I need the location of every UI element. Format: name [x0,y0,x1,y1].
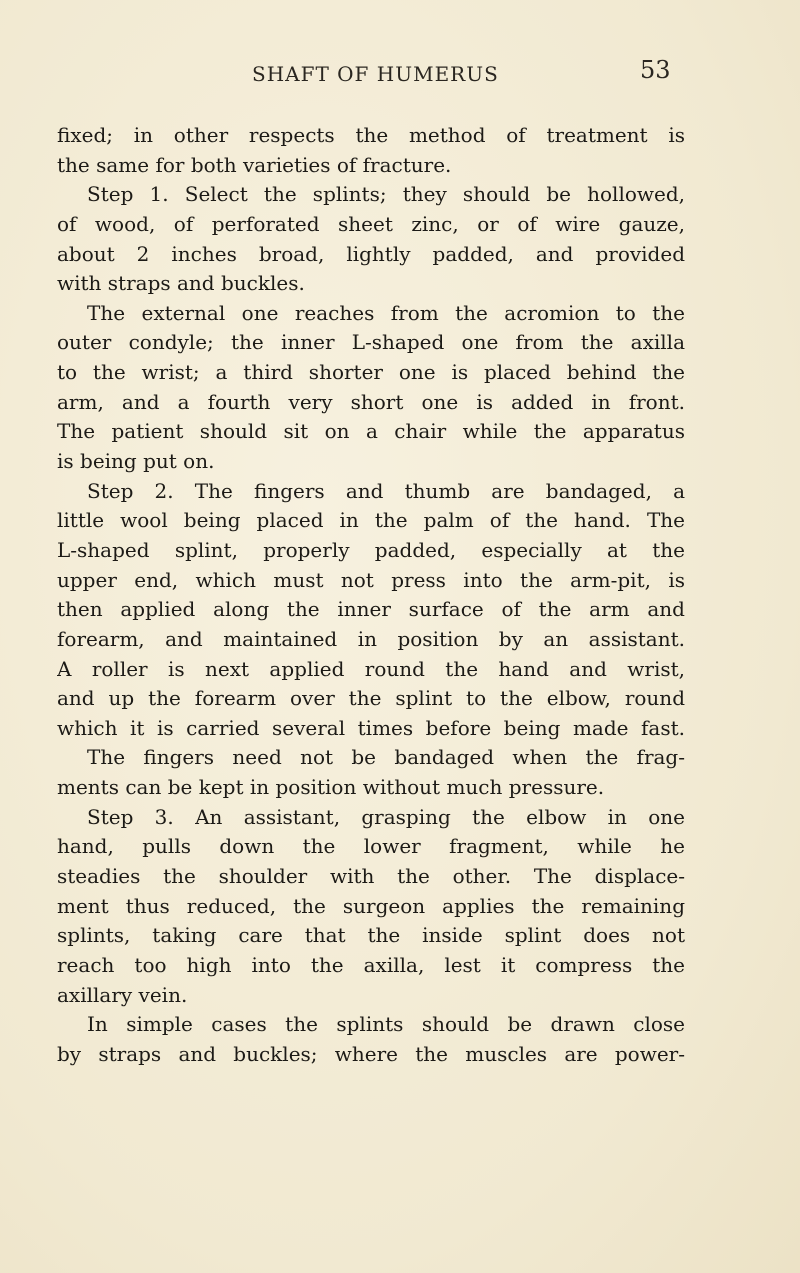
text-line: axillary vein. [57,982,188,1007]
text-line: outer condyle; the inner L-shaped one from the axilla [57,330,685,355]
text-line: by straps and buckles; where the muscles are power- [57,1041,685,1066]
text-line: and up the forearm over the splint to the elbow, round [57,686,685,711]
text-line: The external one reaches from the acromion to the [87,300,685,325]
text-line: reach too high into the axilla, lest it compress the [57,952,685,977]
text-line: steadies the shoulder with the other. The displace- [57,864,685,889]
text-line: hand, pulls down the lower fragment, while he [57,834,685,859]
text-line: then applied along the inner surface of the arm and [57,597,685,622]
text-line: little wool being placed in the palm of the hand. The [57,508,685,533]
text-line: Step 2. The fingers and thumb are bandaged, a [87,478,685,503]
text-line: splints, taking care that the inside splint does not [57,923,685,948]
text-line: arm, and a fourth very short one is added in front. [57,389,685,414]
text-line: Step 1. Select the splints; they should be hollowed, [87,182,685,207]
text-line: forearm, and maintained in position by an assistant. [57,626,685,651]
text-line: upper end, which must not press into the arm-pit, is [57,567,685,592]
text-line: A roller is next applied round the hand and wrist, [57,656,685,681]
text-line: which it is carried several times before being made fast. [57,715,685,740]
text-line: is being put on. [57,449,215,474]
text-line: ment thus reduced, the surgeon applies the remaining [57,893,685,918]
text-line: Step 3. An assistant, grasping the elbow in one [87,804,685,829]
text-line: with straps and buckles. [57,271,305,296]
text-line: ments can be kept in position without much pressure. [57,775,605,800]
page-number: 53 [640,56,671,84]
text-line: The patient should sit on a chair while the apparatus [57,419,685,444]
text-line: In simple cases the splints should be drawn close [87,1012,685,1037]
text-line: The fingers need not be bandaged when the frag- [87,745,685,770]
body-text [57,121,685,1070]
text-line: to the wrist; a third shorter one is placed behind the [57,360,685,385]
text-line: L-shaped splint, properly padded, especially at the [57,537,685,562]
running-head: SHAFT OF HUMERUS [252,62,499,86]
text-line: of wood, of perforated sheet zinc, or of wire gauze, [57,211,685,236]
text-line: about 2 inches broad, lightly padded, and provided [57,241,685,266]
text-line: fixed; in other respects the method of treatment is [57,123,685,147]
text-line: the same for both varieties of fracture. [57,152,452,177]
